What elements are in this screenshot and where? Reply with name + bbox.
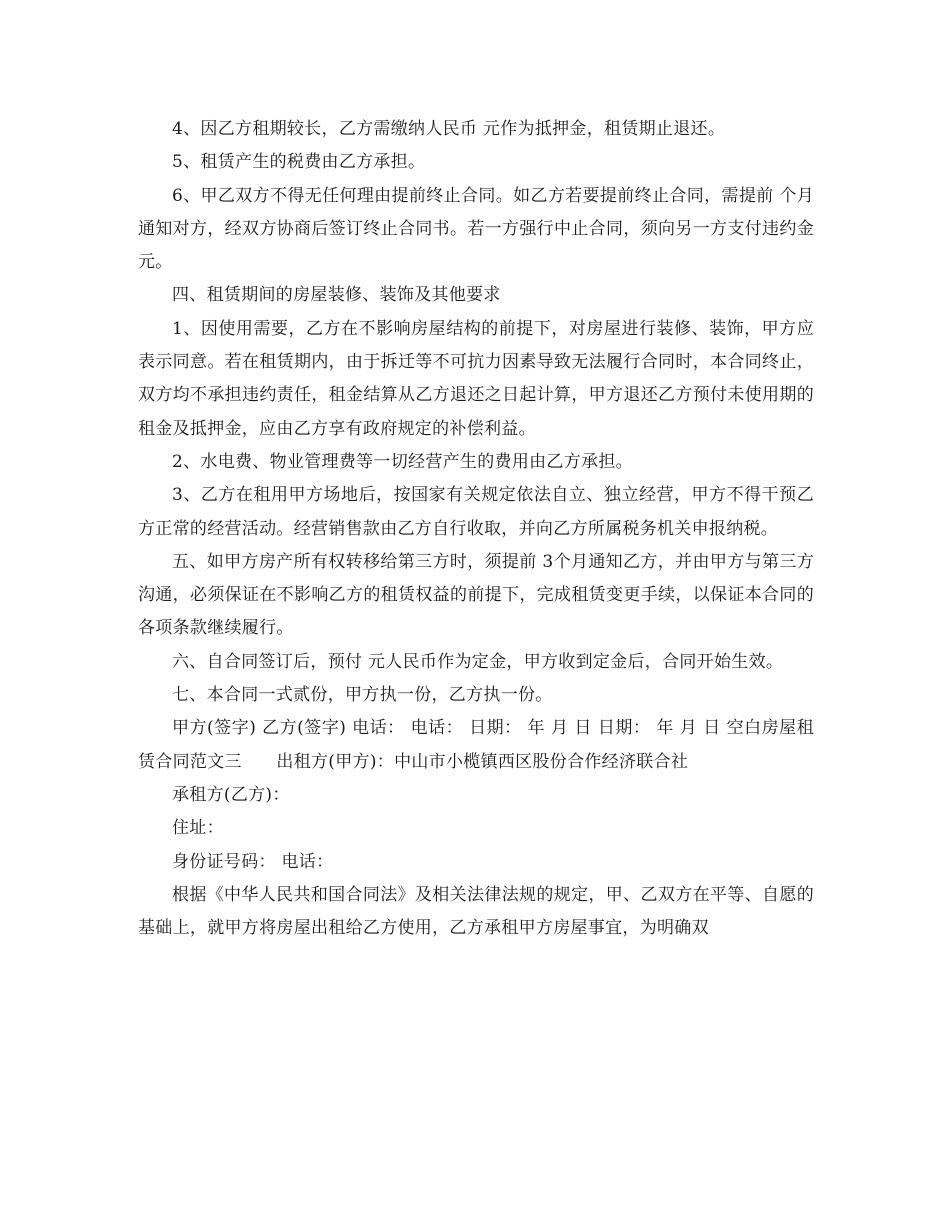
paragraph-operations: 3、乙方在租用甲方场地后，按国家有关规定依法自立、独立经营，甲方不得干预乙方正常的经营活动。经营销售款由乙方自行收取，并向乙方所属税务机关申报纳税。 xyxy=(138,485,814,539)
paragraph-lessee: 承租方(乙方)： xyxy=(172,784,290,805)
paragraph-renovation: 1、因使用需要，乙方在不影响房屋结构的前提下，对房屋进行装修、装饰，甲方应表示同意。若在租赁期内，由于拆迁等不可抗力因素导致无法履行合同时，本合同终止，双方均不承担违约责任，租金结算从乙方退还之日起计算，甲方退还乙方预付未使用期的租金及抵押金，应由乙方享有政府规定的补偿利益。 xyxy=(138,318,814,439)
document-body xyxy=(138,113,814,945)
paragraph-legal-basis: 根据《中华人民共和国合同法》及相关法律法规的规定，甲、乙双方在平等、自愿的基础上，就甲方将房屋出租给乙方使用，乙方承租甲方房屋事宜，为明确双 xyxy=(138,884,814,939)
paragraph-ownership-transfer: 五、如甲方房产所有权转移给第三方时，须提前 3个月通知乙方，并由甲方与第三方沟通，必须保证在不影响乙方的租赁权益的前提下，完成租赁变更手续，以保证本合同的各项条款继续履行。 xyxy=(138,551,814,639)
paragraph-copies: 七、本合同一式贰份，甲方执一份，乙方执一份。 xyxy=(172,685,553,706)
paragraph-deposit: 4、因乙方租期较长，乙方需缴纳人民币 元作为抵押金，租赁期止退还。 xyxy=(172,119,726,139)
paragraph-utilities: 2、水电费、物业管理费等一切经营产生的费用由乙方承担。 xyxy=(172,451,633,472)
paragraph-down-payment: 六、自合同签订后，预付 元人民币作为定金，甲方收到定金后，合同开始生效。 xyxy=(172,651,784,672)
paragraph-termination: 6、甲乙双方不得无任何理由提前终止合同。如乙方若要提前终止合同，需提前 个月通知对方，经双方协商后签订终止合同书。若一方强行中止合同，须向另一方支付违约金 元。 xyxy=(138,185,814,273)
paragraph-address: 住址： xyxy=(172,818,224,839)
paragraph-signatures-and-new-contract: 甲方(签字) 乙方(签字) 电话： 电话： 日期： 年 月 日 日期： 年 月 日 空白房屋租赁合同范文三 出租方(甲方)：中山市小榄镇西区股份合作经济联合社 xyxy=(138,718,814,772)
section-heading-renovation: 四、租赁期间的房屋装修、装饰及其他要求 xyxy=(172,285,501,306)
paragraph-id-phone: 身份证号码： 电话： xyxy=(172,851,334,872)
paragraph-taxes: 5、租赁产生的税费由乙方承担。 xyxy=(172,152,426,173)
